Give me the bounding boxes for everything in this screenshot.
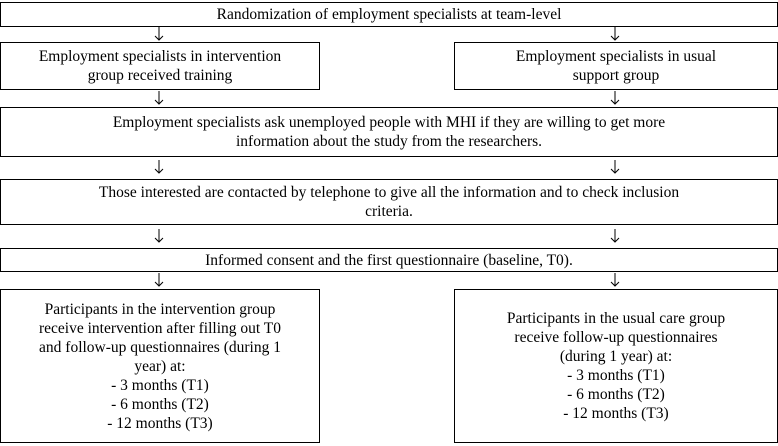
intervention-training-box	[0, 42, 320, 90]
box-line: - 12 months (T3)	[563, 405, 669, 422]
box-line: Participants in the usual care group	[506, 310, 726, 327]
arrow-down-icon	[154, 27, 164, 41]
arrow-down-icon	[610, 273, 620, 287]
box-line: Participants in the intervention group	[44, 300, 276, 318]
box-line: information about the study from the researchers.	[235, 133, 543, 150]
usual-participants-box	[454, 289, 778, 443]
intervention-participants-box	[0, 289, 320, 443]
ask-unemployed-box	[0, 107, 778, 157]
box-line: (during 1 year) at:	[559, 348, 673, 365]
box-line: receive follow-up questionnaires	[514, 329, 718, 346]
arrow-down-icon	[610, 229, 620, 243]
contacted-box	[0, 179, 778, 225]
arrow-down-icon	[154, 91, 164, 105]
box-line: Those interested are contacted by telephone to give all the information and to check inclusion	[98, 184, 680, 201]
consent-text: Informed consent and the first questionnaire (baseline, T0).	[205, 251, 573, 269]
arrow-down-icon	[610, 91, 620, 105]
arrow-down-icon	[610, 160, 620, 174]
randomization-box	[0, 2, 778, 27]
consent-box	[0, 248, 778, 272]
box-line: - 3 months (T1)	[567, 367, 665, 384]
arrow-down-icon	[154, 160, 164, 174]
box-line: Employment specialists in usual	[515, 48, 717, 65]
box-line: and follow-up questionnaires (during 1	[39, 338, 281, 356]
box-line: - 12 months (T3)	[107, 414, 213, 432]
box-line: - 6 months (T2)	[111, 395, 209, 413]
box-line: year) at:	[134, 357, 186, 375]
box-line: - 6 months (T2)	[567, 386, 665, 403]
box-line: criteria.	[365, 203, 413, 220]
box-line: - 3 months (T1)	[111, 376, 209, 394]
box-line: Employment specialists in intervention	[38, 48, 282, 65]
randomization-text: Randomization of employment specialists at team-level	[216, 6, 562, 23]
arrow-down-icon	[154, 273, 164, 287]
box-line: support group	[572, 67, 660, 84]
arrow-down-icon	[610, 27, 620, 41]
box-line: group received training	[87, 67, 233, 84]
box-line: Employment specialists ask unemployed people with MHI if they are willing to get more	[112, 114, 666, 131]
usual-support-box	[454, 42, 778, 90]
arrow-down-icon	[154, 229, 164, 243]
box-line: receive intervention after filling out T0	[38, 319, 282, 337]
